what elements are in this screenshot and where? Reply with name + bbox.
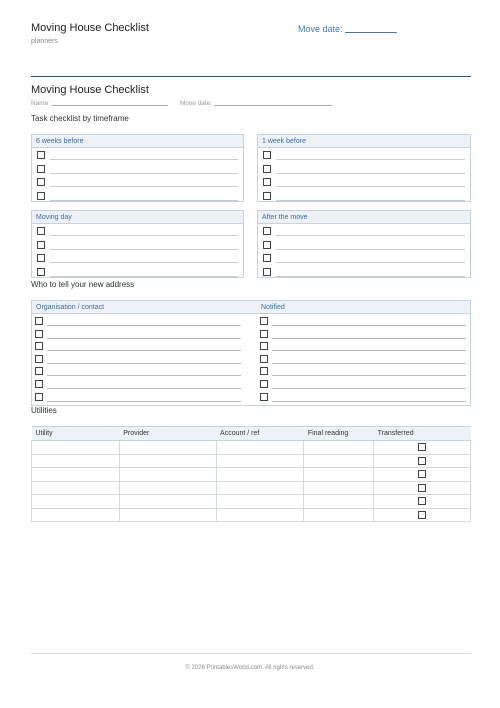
name-label: Name: xyxy=(31,100,51,107)
table-row xyxy=(32,454,471,468)
address-row xyxy=(32,364,470,377)
address-row xyxy=(32,339,470,352)
notified-line[interactable] xyxy=(272,401,466,402)
account-cell[interactable] xyxy=(216,454,304,468)
transferred-cell xyxy=(374,508,471,522)
checklist-row xyxy=(32,148,243,162)
checkbox[interactable] xyxy=(418,484,426,492)
document-title: Moving House Checklist xyxy=(31,22,149,34)
checkbox[interactable] xyxy=(35,367,43,375)
checkbox[interactable] xyxy=(37,241,45,249)
table-row xyxy=(32,495,471,509)
checkbox[interactable] xyxy=(260,380,268,388)
write-line[interactable] xyxy=(50,200,238,201)
checkbox[interactable] xyxy=(37,227,45,235)
write-line[interactable] xyxy=(276,235,465,236)
column-header-provider: Provider xyxy=(119,427,216,441)
checkbox[interactable] xyxy=(418,497,426,505)
utilities-table xyxy=(31,426,471,522)
meta-fields xyxy=(31,100,342,107)
final-reading-cell[interactable] xyxy=(304,441,374,455)
checkbox[interactable] xyxy=(263,227,271,235)
write-line[interactable] xyxy=(276,159,465,160)
address-table-header xyxy=(32,301,470,314)
transferred-cell xyxy=(374,495,471,509)
provider-cell[interactable] xyxy=(119,495,216,509)
checklist-row xyxy=(32,175,243,189)
final-reading-cell[interactable] xyxy=(304,468,374,482)
write-line[interactable] xyxy=(50,235,238,236)
final-reading-cell[interactable] xyxy=(304,481,374,495)
organisation-line[interactable] xyxy=(47,401,241,402)
transferred-cell xyxy=(374,468,471,482)
provider-cell[interactable] xyxy=(119,468,216,482)
document-category: planners xyxy=(31,38,58,45)
checkbox[interactable] xyxy=(260,355,268,363)
utility-cell[interactable] xyxy=(32,454,120,468)
box-after-the-move xyxy=(257,210,471,278)
page-header xyxy=(31,22,471,50)
checkbox[interactable] xyxy=(263,241,271,249)
utility-cell[interactable] xyxy=(32,441,120,455)
checkbox[interactable] xyxy=(263,178,271,186)
box-moving-day xyxy=(31,210,244,278)
move-date-label: Move date: xyxy=(179,100,213,107)
checkbox[interactable] xyxy=(35,355,43,363)
checklist-row xyxy=(32,224,243,238)
checkbox[interactable] xyxy=(35,317,43,325)
box-header: 6 weeks before xyxy=(32,135,243,148)
checklist-row xyxy=(258,238,470,252)
checkbox[interactable] xyxy=(35,380,43,388)
table-row xyxy=(32,481,471,495)
utility-cell[interactable] xyxy=(32,495,120,509)
footer-divider xyxy=(31,653,471,654)
utility-cell[interactable] xyxy=(32,508,120,522)
move-date-header xyxy=(298,24,397,34)
transferred-cell xyxy=(374,441,471,455)
final-reading-cell[interactable] xyxy=(304,495,374,509)
checkbox[interactable] xyxy=(263,165,271,173)
final-reading-cell[interactable] xyxy=(304,454,374,468)
checklist-row xyxy=(258,162,470,176)
checkbox[interactable] xyxy=(418,443,426,451)
checklist-row xyxy=(258,224,470,238)
footer-copyright: © 2026 PrintablesWorld.com. All rights reserved. xyxy=(185,665,315,671)
checklist-row xyxy=(32,162,243,176)
write-line[interactable] xyxy=(276,186,465,187)
checklist-row xyxy=(258,175,470,189)
checklist-title: Moving House Checklist xyxy=(31,84,149,96)
checklist-row xyxy=(32,189,243,203)
write-line[interactable] xyxy=(50,186,238,187)
checkbox[interactable] xyxy=(260,317,268,325)
move-date-header-line[interactable] xyxy=(345,25,397,33)
write-line[interactable] xyxy=(50,159,238,160)
checklist-row xyxy=(258,251,470,265)
account-cell[interactable] xyxy=(216,508,304,522)
box-header: After the move xyxy=(258,211,470,224)
account-cell[interactable] xyxy=(216,495,304,509)
checkbox[interactable] xyxy=(263,151,271,159)
address-row xyxy=(32,327,470,340)
box-header: 1 week before xyxy=(258,135,470,148)
write-line[interactable] xyxy=(276,173,465,174)
checklist-row xyxy=(258,189,470,203)
checklist-row xyxy=(32,238,243,252)
checkbox[interactable] xyxy=(260,342,268,350)
table-row xyxy=(32,441,471,455)
write-line[interactable] xyxy=(276,200,465,201)
checkbox[interactable] xyxy=(37,192,45,200)
name-field[interactable] xyxy=(52,100,168,106)
checkbox[interactable] xyxy=(37,178,45,186)
checkbox[interactable] xyxy=(418,511,426,519)
transferred-cell xyxy=(374,454,471,468)
column-header-account: Account / ref xyxy=(216,427,304,441)
column-header-organisation: Organisation / contact xyxy=(36,304,105,311)
checkbox[interactable] xyxy=(418,470,426,478)
write-line[interactable] xyxy=(50,262,238,263)
address-table xyxy=(31,300,471,406)
checkbox[interactable] xyxy=(263,254,271,262)
account-cell[interactable] xyxy=(216,481,304,495)
checkbox[interactable] xyxy=(35,393,43,401)
header-divider xyxy=(31,76,471,77)
checkbox[interactable] xyxy=(263,192,271,200)
box-1-week-before xyxy=(257,134,471,202)
account-cell[interactable] xyxy=(216,441,304,455)
move-date-field[interactable] xyxy=(214,100,332,106)
write-line[interactable] xyxy=(50,276,238,277)
utilities-header-row xyxy=(32,427,471,441)
write-line[interactable] xyxy=(50,173,238,174)
utility-cell[interactable] xyxy=(32,468,120,482)
transferred-cell xyxy=(374,481,471,495)
checkbox[interactable] xyxy=(260,393,268,401)
checklist-row xyxy=(32,251,243,265)
address-section-heading: Who to tell your new address xyxy=(31,280,135,289)
checkbox[interactable] xyxy=(37,254,45,262)
checklist-row xyxy=(258,265,470,279)
write-line[interactable] xyxy=(276,262,465,263)
column-header-utility: Utility xyxy=(32,427,120,441)
provider-cell[interactable] xyxy=(119,481,216,495)
checkbox[interactable] xyxy=(263,268,271,276)
checkbox[interactable] xyxy=(35,330,43,338)
column-header-notified: Notified xyxy=(261,304,285,311)
checkbox[interactable] xyxy=(260,367,268,375)
table-row xyxy=(32,508,471,522)
box-6-weeks-before xyxy=(31,134,244,202)
address-row xyxy=(32,390,470,403)
write-line[interactable] xyxy=(276,249,465,250)
checkbox[interactable] xyxy=(37,268,45,276)
provider-cell[interactable] xyxy=(119,454,216,468)
checkbox[interactable] xyxy=(37,151,45,159)
column-header-final-reading: Final reading xyxy=(304,427,374,441)
checkbox[interactable] xyxy=(35,342,43,350)
move-date-header-label: Move date: xyxy=(298,24,343,34)
account-cell[interactable] xyxy=(216,468,304,482)
box-header: Moving day xyxy=(32,211,243,224)
address-row xyxy=(32,377,470,390)
address-row xyxy=(32,314,470,327)
table-row xyxy=(32,468,471,482)
provider-cell[interactable] xyxy=(119,441,216,455)
address-row xyxy=(32,352,470,365)
write-line[interactable] xyxy=(50,249,238,250)
checkbox[interactable] xyxy=(260,330,268,338)
task-section-heading: Task checklist by timeframe xyxy=(31,114,129,123)
utilities-section-heading: Utilities xyxy=(31,406,57,415)
checkbox[interactable] xyxy=(418,457,426,465)
write-line[interactable] xyxy=(276,276,465,277)
utility-cell[interactable] xyxy=(32,481,120,495)
checkbox[interactable] xyxy=(37,165,45,173)
checklist-row xyxy=(258,148,470,162)
provider-cell[interactable] xyxy=(119,508,216,522)
column-header-transferred: Transferred xyxy=(374,427,471,441)
final-reading-cell[interactable] xyxy=(304,508,374,522)
checklist-row xyxy=(32,265,243,279)
